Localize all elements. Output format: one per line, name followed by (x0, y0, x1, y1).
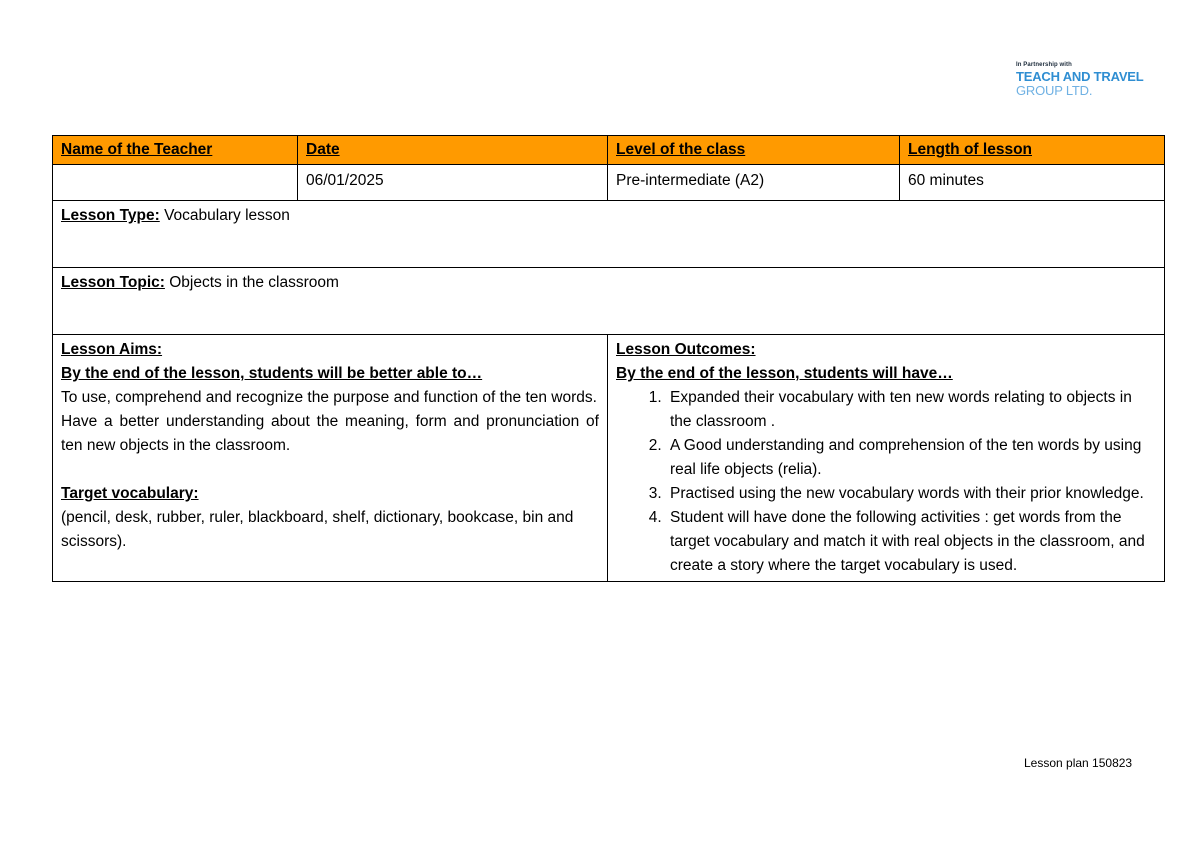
logo-line-2: GROUP LTD. (1016, 83, 1093, 98)
header-date: Date (298, 136, 608, 165)
outcome-item: 1. Expanded their vocabulary with ten new words relating to objects in the classroom . (666, 386, 1156, 434)
header-length: Length of lesson (900, 136, 1165, 165)
aims-subtitle: By the end of the lesson, students will be better able to… (61, 365, 483, 382)
aims-outcomes-row (53, 335, 1165, 582)
outcomes-subtitle: By the end of the lesson, students will have… (616, 365, 953, 382)
outcome-item: 3. Practised using the new vocabulary words with their prior knowledge. (666, 482, 1156, 506)
header-row (53, 136, 1165, 165)
company-logo (1016, 62, 1146, 98)
header-level: Level of the class (608, 136, 900, 165)
footer-plan-number: Lesson plan 150823 (1024, 756, 1133, 770)
lesson-topic-row (53, 268, 1165, 335)
logo-line-1: TEACH AND TRAVEL (1016, 69, 1144, 84)
lesson-type-cell (53, 201, 1165, 268)
level-value: Pre-intermediate (A2) (608, 165, 900, 201)
outcome-item: 2. A Good understanding and comprehension of the ten words by using real life objects (relia). (666, 434, 1156, 482)
lesson-outcomes-cell (608, 335, 1165, 582)
aims-paragraph-1: To use, comprehend and recognize the purpose and function of the ten words. (61, 389, 597, 406)
lesson-topic-value: Objects in the classroom (164, 274, 339, 291)
outcomes-title: Lesson Outcomes: (616, 341, 756, 358)
lesson-type-label: Lesson Type: (61, 207, 160, 224)
aims-spacer (61, 458, 599, 482)
lesson-topic-cell (53, 268, 1165, 335)
lesson-type-value: Vocabulary lesson (159, 207, 290, 224)
lesson-plan-table (52, 135, 1165, 582)
logo-partner-text: In Partnership with (1016, 62, 1072, 68)
values-row (53, 165, 1165, 201)
header-teacher-name: Name of the Teacher (53, 136, 298, 165)
outcomes-list (616, 386, 1156, 578)
date-value: 06/01/2025 (298, 165, 608, 201)
lesson-type-row (53, 201, 1165, 268)
target-vocabulary-words: (pencil, desk, rubber, ruler, blackboard, shelf, dictionary, bookcase, bin and scissors). (61, 509, 574, 550)
target-vocabulary-title: Target vocabulary: (61, 485, 199, 502)
aims-title: Lesson Aims: (61, 341, 163, 358)
aims-paragraph-2: Have a better understanding about the meaning, form and pronunciation of ten new objects in the classroom. (61, 413, 599, 454)
teacher-name-value (53, 165, 298, 201)
length-value: 60 minutes (900, 165, 1165, 201)
lesson-topic-label: Lesson Topic: (61, 274, 165, 291)
outcome-item: 4. Student will have done the following activities : get words from the target vocabulary and match it with real objects in the classroom, and create a story where the target vocabulary is used. (666, 506, 1156, 578)
lesson-aims-cell (53, 335, 608, 582)
